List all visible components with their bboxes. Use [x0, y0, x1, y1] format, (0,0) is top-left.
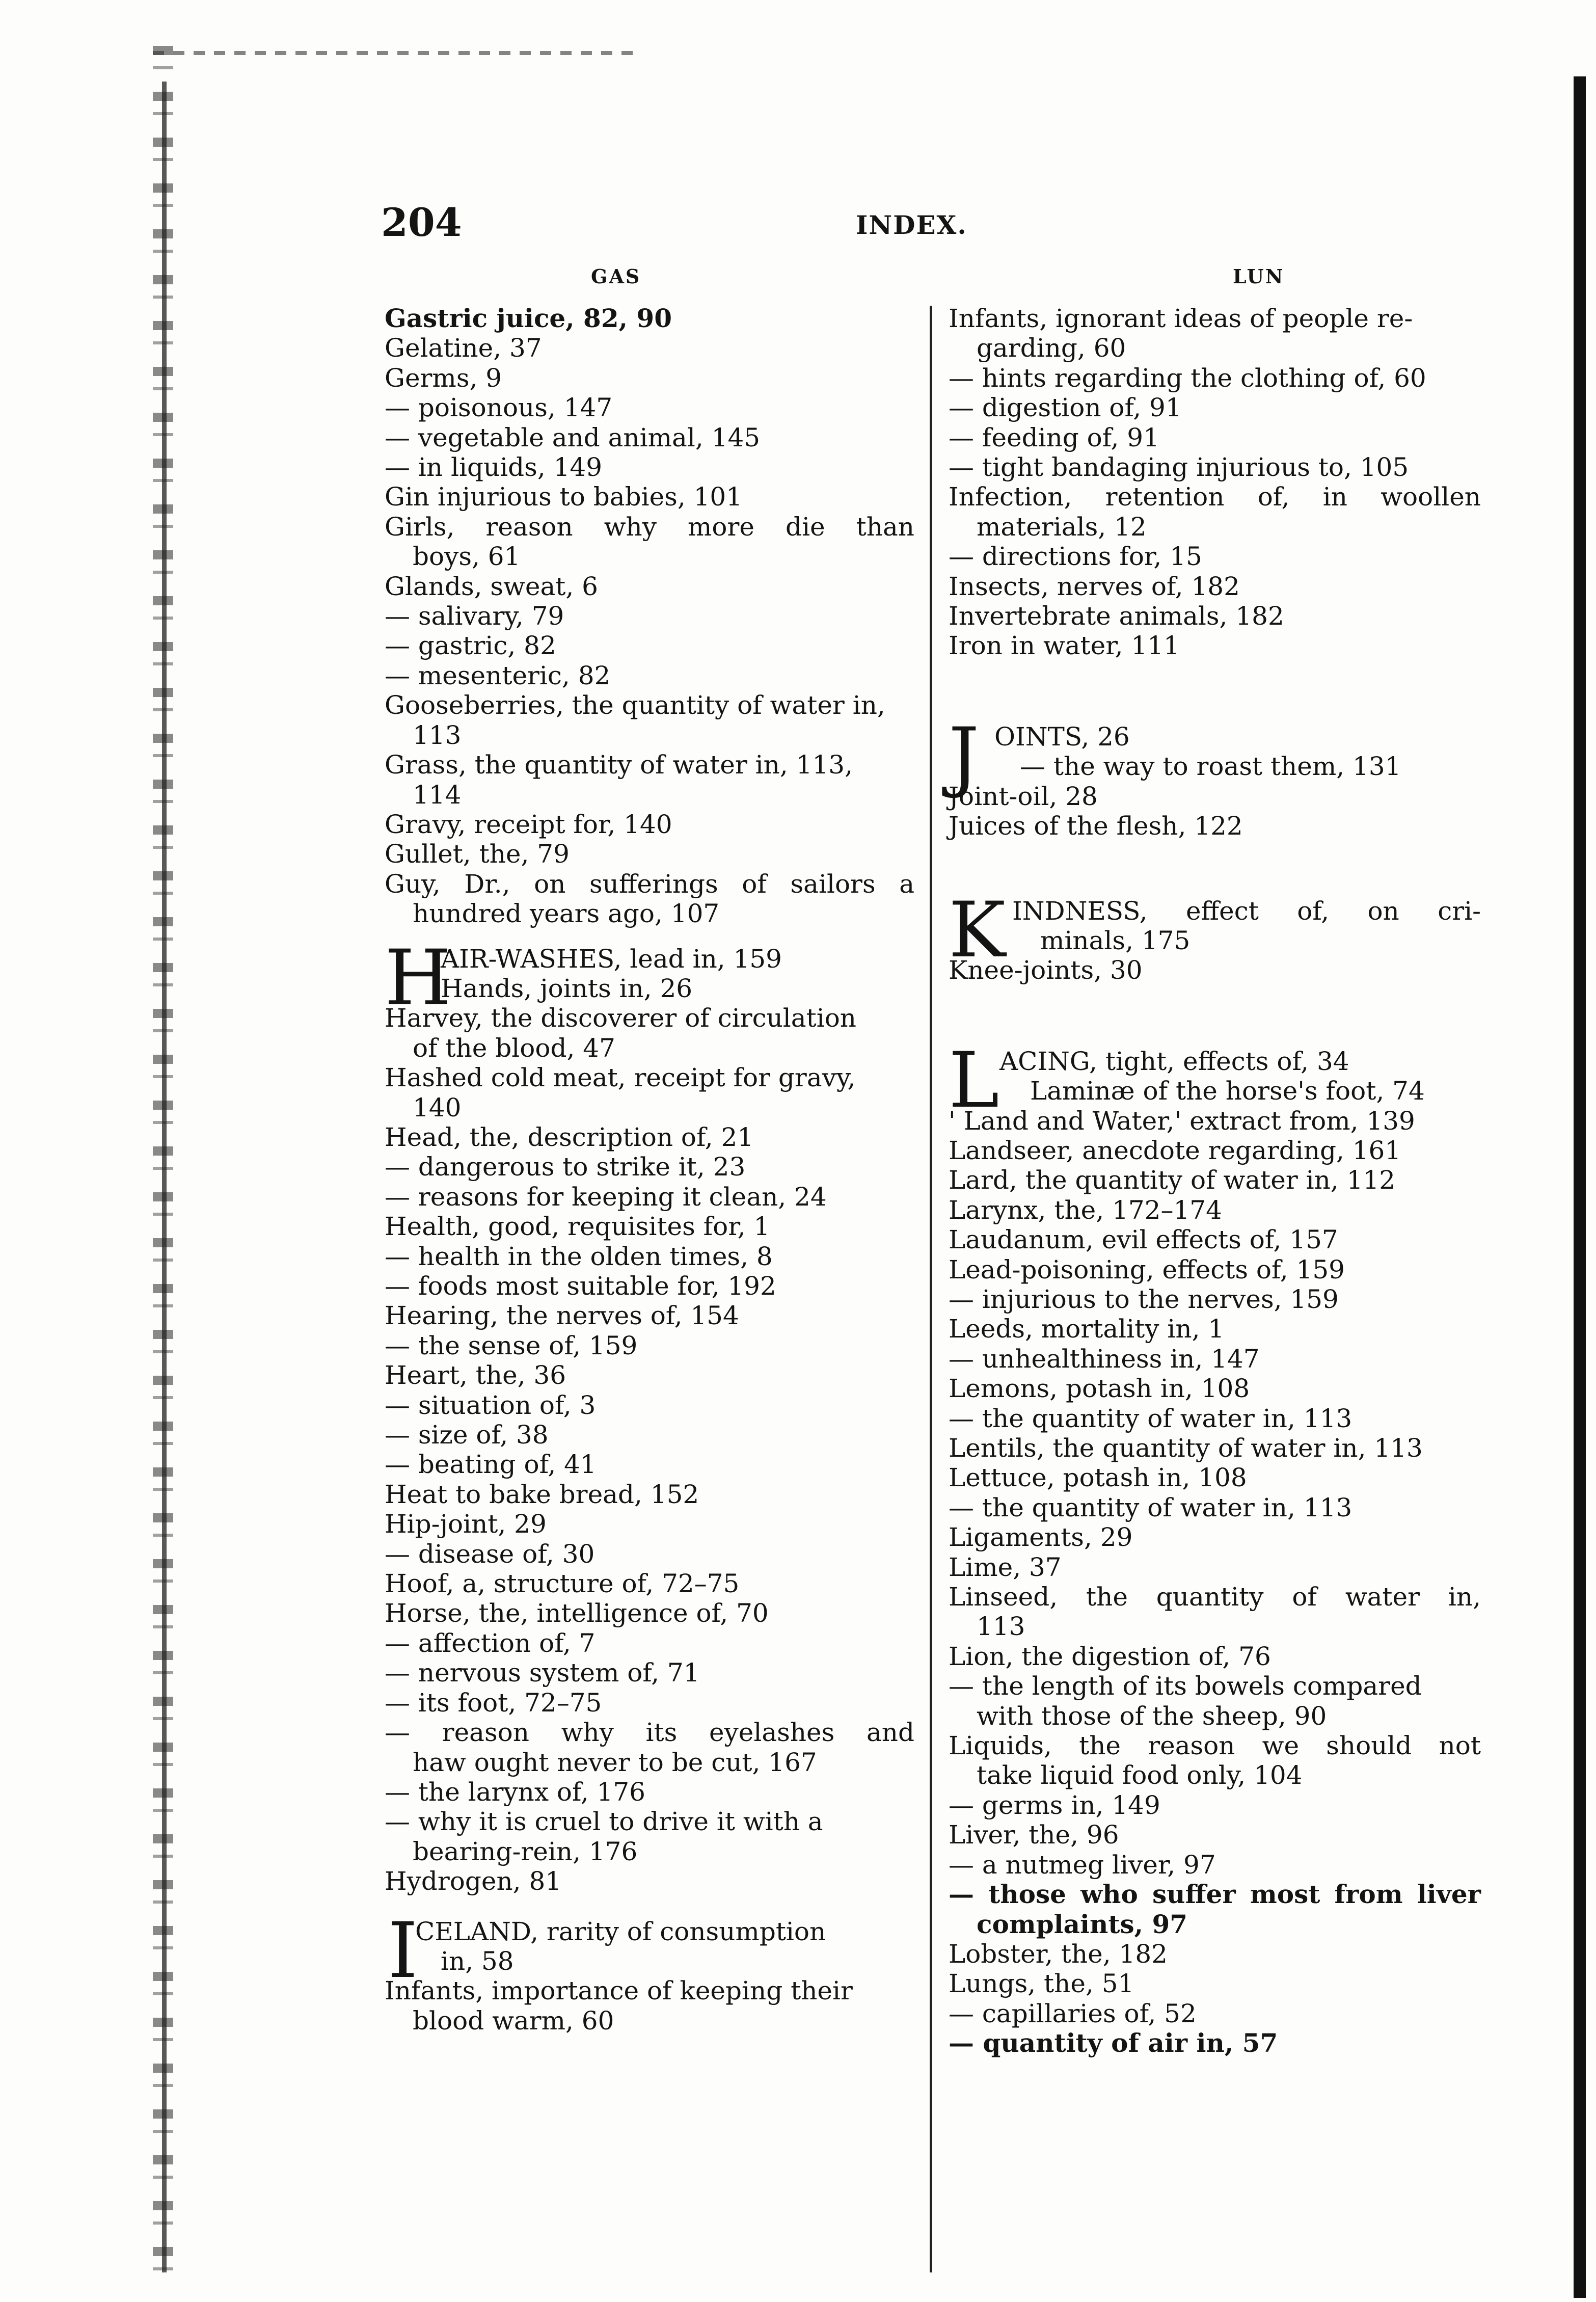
index-entry: complaints, 97	[977, 1909, 1188, 1939]
index-entry: Gravy, receipt for, 140	[385, 809, 672, 839]
index-entry: — unhealthiness in, 147	[949, 1344, 1260, 1374]
index-entry: materials, 12	[977, 512, 1147, 542]
index-entry: Infection, retention of, in woollen	[949, 482, 1481, 512]
index-entry: — germs in, 149	[949, 1790, 1160, 1820]
index-entry: Invertebrate animals, 182	[949, 601, 1284, 631]
index-entry: — gastric, 82	[385, 631, 556, 661]
section-initial: I	[388, 1906, 418, 1995]
index-entry: take liquid food only, 104	[977, 1760, 1303, 1790]
index-entry: — reason why its eyelashes and	[385, 1718, 914, 1748]
section-initial: H	[385, 933, 451, 1023]
index-entry: of the blood, 47	[413, 1033, 615, 1063]
index-entry: Juices of the flesh, 122	[949, 811, 1243, 841]
index-entry: Grass, the quantity of water in, 113,	[385, 750, 853, 780]
index-entry: — the larynx of, 176	[385, 1777, 645, 1807]
index-entry: Insects, nerves of, 182	[949, 571, 1240, 601]
index-entry: — situation of, 3	[385, 1390, 596, 1420]
index-entry: garding, 60	[977, 333, 1126, 363]
index-entry: — why it is cruel to drive it with a	[385, 1807, 823, 1837]
index-entry: Infants, ignorant ideas of people re-	[949, 304, 1413, 333]
index-entry: — reasons for keeping it clean, 24	[385, 1182, 827, 1212]
index-entry: Guy, Dr., on sufferings of sailors a	[385, 869, 914, 899]
index-entry: — a nutmeg liver, 97	[949, 1850, 1216, 1880]
entries-j	[949, 782, 1481, 841]
index-entry: bearing-rein, 176	[413, 1836, 638, 1866]
index-entry: Lettuce, potash in, 108	[949, 1463, 1247, 1493]
index-column-left	[385, 304, 914, 2036]
index-entry: — nervous system of, 71	[385, 1658, 700, 1688]
index-entry: ACING, tight, effects of, 34	[999, 1046, 1349, 1076]
index-entry: Lemons, potash in, 108	[949, 1374, 1250, 1404]
index-entry: CELAND, rarity of consumption	[415, 1916, 826, 1946]
running-head: INDEX.	[856, 210, 967, 240]
index-entry: — capillaries of, 52	[949, 1998, 1197, 2028]
index-entry: Lard, the quantity of water in, 112	[949, 1165, 1396, 1195]
section-k	[949, 886, 1481, 985]
index-entry: — injurious to the nerves, 159	[949, 1284, 1339, 1314]
section-l	[949, 1036, 1481, 2058]
entries-i	[385, 1976, 914, 2036]
index-entry: with those of the sheep, 90	[977, 1701, 1327, 1731]
index-entry: INDNESS, effect of, on cri-	[1012, 896, 1481, 926]
index-entry: — mesenteric, 82	[385, 660, 611, 690]
index-entry: AIR-WASHES, lead in, 159	[441, 944, 782, 974]
index-entry: boys, 61	[413, 542, 521, 572]
index-entry: Gelatine, 37	[385, 333, 542, 363]
index-entry: 113	[977, 1612, 1025, 1642]
index-entry: — foods most suitable for, 192	[385, 1271, 776, 1301]
entries-h	[385, 1003, 914, 1896]
index-entry: — health in the olden times, 8	[385, 1241, 773, 1271]
index-entry: Landseer, anecdote regarding, 161	[949, 1135, 1401, 1165]
index-entry: — the length of its bowels compared	[949, 1671, 1422, 1701]
index-entry: Gin injurious to babies, 101	[385, 482, 743, 512]
index-entry: Ligaments, 29	[949, 1522, 1133, 1552]
scan-edge-right	[1574, 76, 1586, 2298]
index-entry: Laudanum, evil effects of, 157	[949, 1225, 1338, 1255]
index-entry: — the quantity of water in, 113	[949, 1492, 1352, 1522]
index-entry: — the way to roast them, 131	[1020, 752, 1401, 782]
index-entry: Gullet, the, 79	[385, 839, 570, 869]
index-column-right	[949, 304, 1481, 2058]
index-entry: Horse, the, intelligence of, 70	[385, 1598, 769, 1628]
index-entry: Hoof, a, structure of, 72–75	[385, 1569, 740, 1599]
index-entry: — disease of, 30	[385, 1539, 595, 1569]
section-initial: K	[949, 886, 1006, 975]
index-entry: Larynx, the, 172–174	[949, 1195, 1222, 1225]
index-entry: — tight bandaging injurious to, 105	[949, 452, 1409, 483]
index-entry: — size of, 38	[385, 1420, 549, 1450]
index-entry: — those who suffer most from liver	[949, 1879, 1481, 1910]
index-entry: — quantity of air in, 57	[949, 2028, 1278, 2058]
index-entry: Liquids, the reason we should not	[949, 1731, 1481, 1761]
index-entry: — hints regarding the clothing of, 60	[949, 363, 1426, 393]
index-entry: OINTS, 26	[994, 721, 1130, 752]
index-entry: Glands, sweat, 6	[385, 571, 598, 601]
index-entry: — in liquids, 149	[385, 452, 603, 483]
index-entry: Gooseberries, the quantity of water in,	[385, 690, 885, 720]
index-entry: — poisonous, 147	[385, 393, 613, 423]
index-entry: Hydrogen, 81	[385, 1866, 562, 1896]
index-entry: — feeding of, 91	[949, 422, 1159, 452]
index-entry: Laminæ of the horse's foot, 74	[1030, 1076, 1425, 1106]
entries-l	[949, 1106, 1481, 2058]
index-entry: — its foot, 72–75	[385, 1688, 602, 1718]
scan-edge-top	[153, 51, 637, 55]
index-entry: Joint-oil, 28	[949, 781, 1098, 811]
index-entry: Hands, joints in, 26	[441, 973, 693, 1003]
index-entry: Liver, the, 96	[949, 1820, 1119, 1850]
index-entry: Lobster, the, 182	[949, 1939, 1168, 1969]
index-entry: Germs, 9	[385, 363, 502, 393]
index-entry: Iron in water, 111	[949, 631, 1180, 661]
index-entry: ' Land and Water,' extract from, 139	[949, 1106, 1415, 1136]
index-entry: hundred years ago, 107	[413, 899, 720, 929]
index-entry: Infants, importance of keeping their	[385, 1976, 853, 2006]
index-entry: Lead-poisoning, effects of, 159	[949, 1254, 1345, 1284]
index-entry: Health, good, requisites for, 1	[385, 1212, 770, 1242]
index-entry: Gastric juice, 82, 90	[385, 303, 672, 333]
entries-g	[385, 304, 914, 929]
index-entry: Heat to bake bread, 152	[385, 1479, 699, 1509]
index-entry: Heart, the, 36	[385, 1360, 566, 1390]
section-i	[385, 1906, 914, 2036]
index-entry: 113	[413, 720, 462, 750]
index-entry: Lime, 37	[949, 1552, 1062, 1582]
index-entry: Girls, reason why more die than	[385, 512, 914, 542]
section-initial: L	[949, 1036, 999, 1125]
index-entry: — the sense of, 159	[385, 1330, 638, 1360]
column-rule	[930, 306, 932, 2272]
guide-word-right: LUN	[1233, 265, 1285, 288]
index-entry: — vegetable and animal, 145	[385, 422, 761, 452]
section-initial: J	[949, 711, 980, 800]
index-entry: Leeds, mortality in, 1	[949, 1314, 1225, 1344]
index-entry: in, 58	[441, 1946, 514, 1976]
page-number: 204	[381, 200, 462, 245]
index-entry: Harvey, the discoverer of circulation	[385, 1003, 857, 1033]
index-entry: Hashed cold meat, receipt for gravy,	[385, 1063, 856, 1093]
index-entry: — affection of, 7	[385, 1628, 596, 1658]
index-entry: Linseed, the quantity of water in,	[949, 1582, 1481, 1612]
index-entry: 140	[413, 1092, 462, 1122]
index-entry: Head, the, description of, 21	[385, 1122, 754, 1152]
index-entry: Lungs, the, 51	[949, 1969, 1134, 1999]
index-entry: — the quantity of water in, 113	[949, 1403, 1352, 1433]
index-entry: minals, 175	[1040, 925, 1191, 955]
index-entry: Knee-joints, 30	[949, 955, 1143, 985]
index-entry: blood warm, 60	[413, 2005, 614, 2036]
section-j	[949, 711, 1481, 841]
section-h	[385, 933, 914, 1896]
index-entry: — beating of, 41	[385, 1450, 597, 1480]
entries-k	[949, 955, 1481, 985]
index-entry: — directions for, 15	[949, 542, 1202, 572]
index-entry: — dangerous to strike it, 23	[385, 1152, 746, 1182]
index-entry: Hip-joint, 29	[385, 1509, 547, 1539]
index-entry: 114	[413, 780, 462, 810]
index-entry: — salivary, 79	[385, 601, 564, 631]
guide-word-left: GAS	[591, 265, 641, 288]
index-entry: — digestion of, 91	[949, 393, 1182, 423]
index-entry: Lentils, the quantity of water in, 113	[949, 1433, 1423, 1463]
entries-i-continued	[949, 304, 1481, 661]
index-entry: Lion, the digestion of, 76	[949, 1641, 1271, 1671]
index-entry: haw ought never to be cut, 167	[413, 1747, 817, 1777]
scan-edge-left-line	[162, 82, 167, 2272]
index-entry: Hearing, the nerves of, 154	[385, 1301, 739, 1331]
